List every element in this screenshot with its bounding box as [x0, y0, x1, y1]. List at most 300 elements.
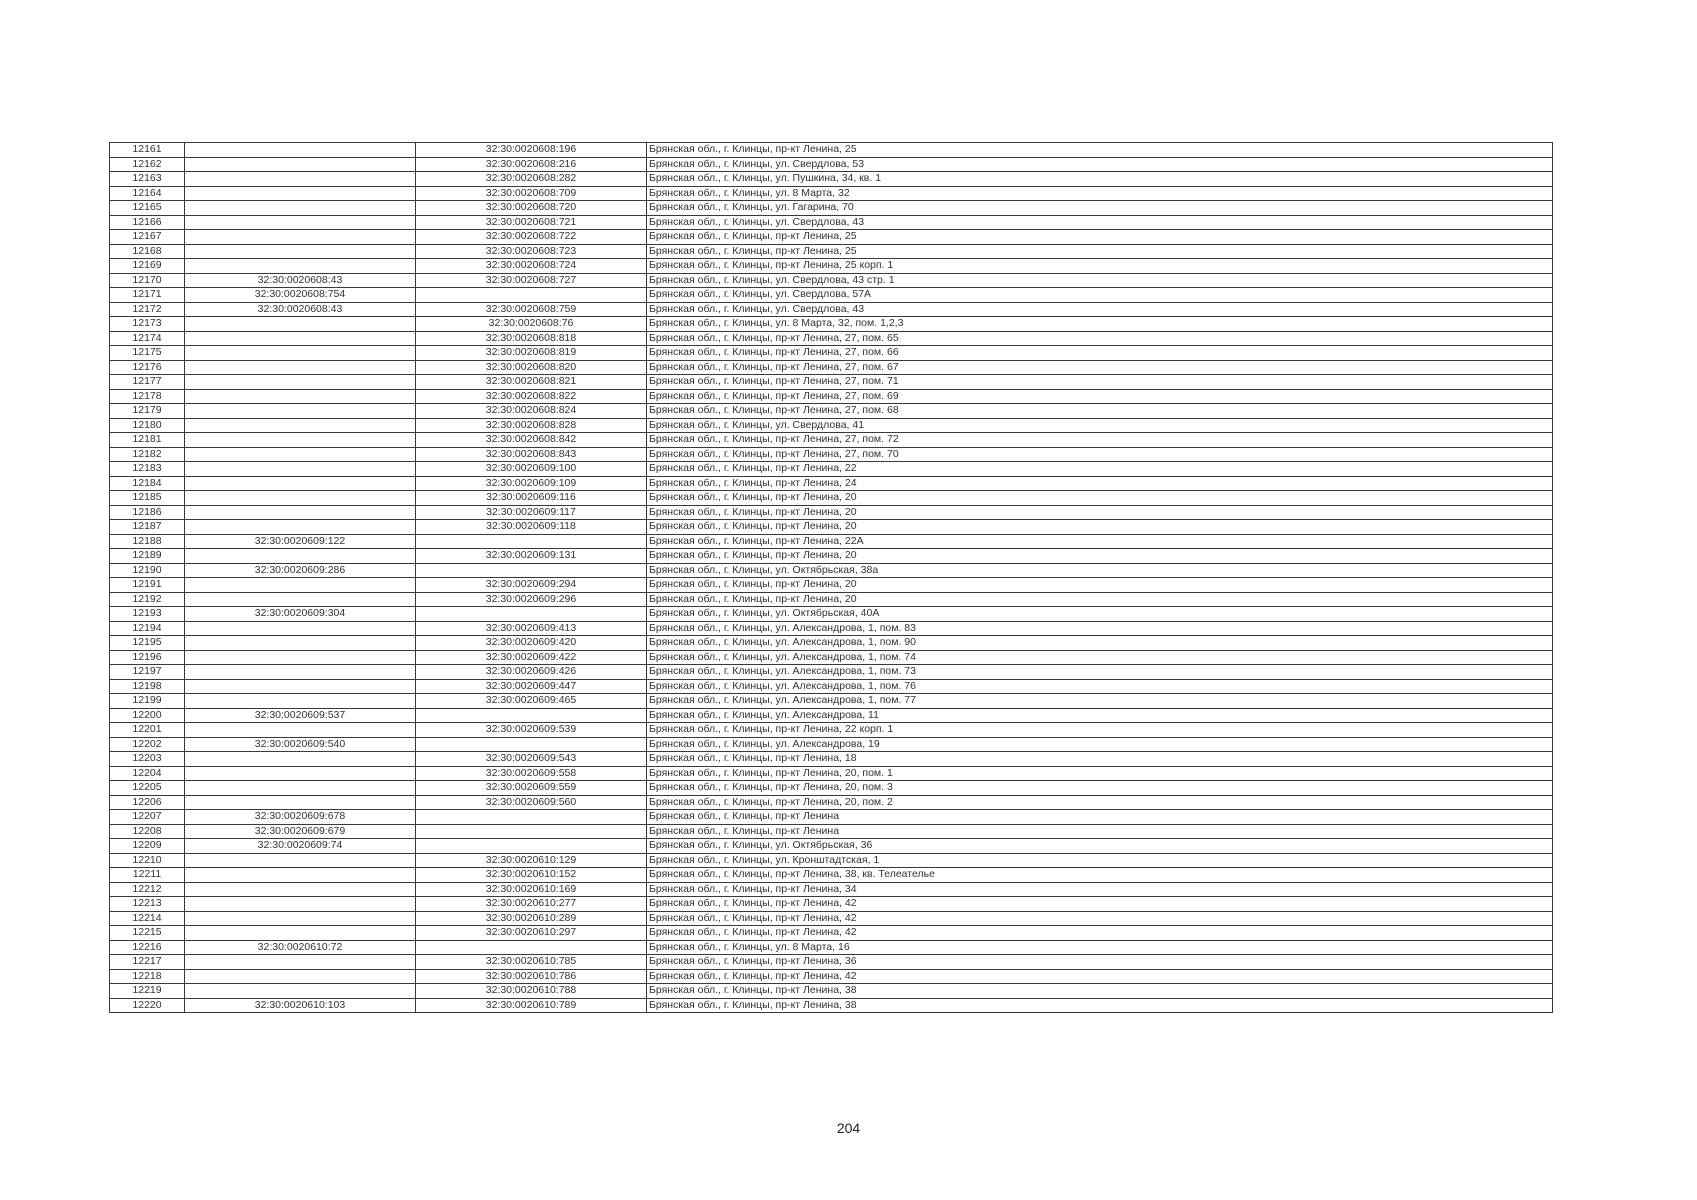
address-cell: Брянская обл., г. Клинцы, пр-кт Ленина, 20	[647, 592, 1553, 607]
address-cell: Брянская обл., г. Клинцы, пр-кт Ленина, 38	[647, 998, 1553, 1013]
cadastral-number-cell: 32:30:0020610:785	[416, 955, 647, 970]
table-row	[110, 331, 1553, 346]
cadastral-number-cell: 32:30:0020608:216	[416, 157, 647, 172]
row-number-cell: 12200	[110, 708, 185, 723]
row-number-cell: 12203	[110, 752, 185, 767]
table-row	[110, 505, 1553, 520]
cadastral-parent-cell	[185, 143, 416, 158]
address-cell: Брянская обл., г. Клинцы, ул. Александрова, 1, пом. 76	[647, 679, 1553, 694]
cadastral-parent-cell: 32:30:0020609:678	[185, 810, 416, 825]
row-number-cell: 12202	[110, 737, 185, 752]
cadastral-number-cell: 32:30:0020610:297	[416, 926, 647, 941]
cadastral-number-cell: 32:30:0020608:723	[416, 244, 647, 259]
cadastral-parent-cell	[185, 650, 416, 665]
address-cell: Брянская обл., г. Клинцы, пр-кт Ленина, 20	[647, 505, 1553, 520]
cadastral-parent-cell: 32:30:0020610:72	[185, 940, 416, 955]
address-cell: Брянская обл., г. Клинцы, пр-кт Ленина, 27, пом. 65	[647, 331, 1553, 346]
address-cell: Брянская обл., г. Клинцы, пр-кт Ленина, 25 корп. 1	[647, 259, 1553, 274]
address-cell: Брянская обл., г. Клинцы, пр-кт Ленина, 42	[647, 897, 1553, 912]
table-row	[110, 172, 1553, 187]
row-number-cell: 12182	[110, 447, 185, 462]
table-row	[110, 737, 1553, 752]
cadastral-number-cell: 32:30:0020608:842	[416, 433, 647, 448]
row-number-cell: 12205	[110, 781, 185, 796]
address-cell: Брянская обл., г. Клинцы, пр-кт Ленина, 20	[647, 491, 1553, 506]
address-cell: Брянская обл., г. Клинцы, пр-кт Ленина, 25	[647, 143, 1553, 158]
cadastral-parent-cell	[185, 244, 416, 259]
cadastral-number-cell	[416, 708, 647, 723]
table-row	[110, 998, 1553, 1013]
address-cell: Брянская обл., г. Клинцы, пр-кт Ленина, 22 корп. 1	[647, 723, 1553, 738]
cadastral-number-cell: 32:30:0020610:152	[416, 868, 647, 883]
row-number-cell: 12185	[110, 491, 185, 506]
cadastral-number-cell: 32:30:0020610:789	[416, 998, 647, 1013]
cadastral-number-cell: 32:30:0020609:543	[416, 752, 647, 767]
cadastral-parent-cell	[185, 868, 416, 883]
address-cell: Брянская обл., г. Клинцы, ул. Свердлова, 43	[647, 302, 1553, 317]
table-row	[110, 230, 1553, 245]
address-cell: Брянская обл., г. Клинцы, пр-кт Ленина, 42	[647, 911, 1553, 926]
registry-table-body	[110, 143, 1553, 1013]
cadastral-parent-cell	[185, 317, 416, 332]
table-row	[110, 317, 1553, 332]
address-cell: Брянская обл., г. Клинцы, пр-кт Ленина, 42	[647, 926, 1553, 941]
cadastral-number-cell: 32:30:0020608:822	[416, 389, 647, 404]
row-number-cell: 12204	[110, 766, 185, 781]
cadastral-parent-cell	[185, 853, 416, 868]
cadastral-parent-cell	[185, 955, 416, 970]
cadastral-number-cell: 32:30:0020609:294	[416, 578, 647, 593]
cadastral-parent-cell	[185, 201, 416, 216]
cadastral-number-cell: 32:30:0020608:721	[416, 215, 647, 230]
table-row	[110, 549, 1553, 564]
table-row	[110, 839, 1553, 854]
row-number-cell: 12215	[110, 926, 185, 941]
address-cell: Брянская обл., г. Клинцы, пр-кт Ленина, 25	[647, 244, 1553, 259]
row-number-cell: 12207	[110, 810, 185, 825]
table-row	[110, 592, 1553, 607]
row-number-cell: 12166	[110, 215, 185, 230]
table-row	[110, 853, 1553, 868]
cadastral-parent-cell	[185, 781, 416, 796]
cadastral-parent-cell: 32:30:0020609:286	[185, 563, 416, 578]
row-number-cell: 12167	[110, 230, 185, 245]
address-cell: Брянская обл., г. Клинцы, ул. Александрова, 1, пом. 90	[647, 636, 1553, 651]
table-row	[110, 186, 1553, 201]
row-number-cell: 12199	[110, 694, 185, 709]
row-number-cell: 12162	[110, 157, 185, 172]
table-row	[110, 621, 1553, 636]
cadastral-number-cell: 32:30:0020608:727	[416, 273, 647, 288]
table-row	[110, 259, 1553, 274]
row-number-cell: 12213	[110, 897, 185, 912]
cadastral-parent-cell	[185, 157, 416, 172]
cadastral-number-cell: 32:30:0020610:169	[416, 882, 647, 897]
address-cell: Брянская обл., г. Клинцы, пр-кт Ленина, 22А	[647, 534, 1553, 549]
address-cell: Брянская обл., г. Клинцы, ул. 8 Марта, 16	[647, 940, 1553, 955]
row-number-cell: 12194	[110, 621, 185, 636]
cadastral-number-cell: 32:30:0020609:109	[416, 476, 647, 491]
table-row	[110, 607, 1553, 622]
cadastral-number-cell: 32:30:0020609:539	[416, 723, 647, 738]
table-row	[110, 433, 1553, 448]
table-row	[110, 288, 1553, 303]
cadastral-parent-cell	[185, 230, 416, 245]
table-row	[110, 491, 1553, 506]
address-cell: Брянская обл., г. Клинцы, пр-кт Ленина, 20, пом. 3	[647, 781, 1553, 796]
address-cell: Брянская обл., г. Клинцы, ул. Кронштадтская, 1	[647, 853, 1553, 868]
address-cell: Брянская обл., г. Клинцы, ул. Александрова, 1, пом. 83	[647, 621, 1553, 636]
cadastral-number-cell	[416, 824, 647, 839]
cadastral-parent-cell	[185, 215, 416, 230]
table-row	[110, 418, 1553, 433]
cadastral-parent-cell	[185, 172, 416, 187]
row-number-cell: 12211	[110, 868, 185, 883]
table-row	[110, 795, 1553, 810]
row-number-cell: 12193	[110, 607, 185, 622]
cadastral-number-cell	[416, 940, 647, 955]
address-cell: Брянская обл., г. Клинцы, пр-кт Ленина	[647, 810, 1553, 825]
cadastral-number-cell: 32:30:0020610:786	[416, 969, 647, 984]
cadastral-parent-cell	[185, 984, 416, 999]
cadastral-number-cell	[416, 534, 647, 549]
cadastral-number-cell: 32:30:0020609:558	[416, 766, 647, 781]
cadastral-number-cell: 32:30:0020609:420	[416, 636, 647, 651]
cadastral-parent-cell	[185, 665, 416, 680]
row-number-cell: 12191	[110, 578, 185, 593]
row-number-cell: 12174	[110, 331, 185, 346]
row-number-cell: 12171	[110, 288, 185, 303]
cadastral-parent-cell: 32:30:0020608:754	[185, 288, 416, 303]
cadastral-parent-cell	[185, 186, 416, 201]
cadastral-number-cell	[416, 563, 647, 578]
address-cell: Брянская обл., г. Клинцы, пр-кт Ленина	[647, 824, 1553, 839]
table-row	[110, 476, 1553, 491]
table-row	[110, 215, 1553, 230]
row-number-cell: 12198	[110, 679, 185, 694]
address-cell: Брянская обл., г. Клинцы, ул. Александрова, 1, пом. 74	[647, 650, 1553, 665]
cadastral-number-cell: 32:30:0020608:818	[416, 331, 647, 346]
table-row	[110, 665, 1553, 680]
address-cell: Брянская обл., г. Клинцы, ул. Свердлова, 43 стр. 1	[647, 273, 1553, 288]
address-cell: Брянская обл., г. Клинцы, ул. Александрова, 11	[647, 708, 1553, 723]
cadastral-parent-cell	[185, 259, 416, 274]
row-number-cell: 12195	[110, 636, 185, 651]
cadastral-number-cell: 32:30:0020609:426	[416, 665, 647, 680]
row-number-cell: 12165	[110, 201, 185, 216]
cadastral-number-cell: 32:30:0020608:722	[416, 230, 647, 245]
cadastral-parent-cell	[185, 766, 416, 781]
table-row	[110, 752, 1553, 767]
address-cell: Брянская обл., г. Клинцы, ул. Свердлова, 57А	[647, 288, 1553, 303]
address-cell: Брянская обл., г. Клинцы, пр-кт Ленина, 24	[647, 476, 1553, 491]
cadastral-parent-cell	[185, 375, 416, 390]
address-cell: Брянская обл., г. Клинцы, пр-кт Ленина, 18	[647, 752, 1553, 767]
cadastral-parent-cell	[185, 882, 416, 897]
table-row	[110, 534, 1553, 549]
table-row	[110, 810, 1553, 825]
cadastral-number-cell	[416, 288, 647, 303]
cadastral-parent-cell	[185, 549, 416, 564]
row-number-cell: 12176	[110, 360, 185, 375]
table-row	[110, 868, 1553, 883]
row-number-cell: 12196	[110, 650, 185, 665]
table-row	[110, 766, 1553, 781]
row-number-cell: 12219	[110, 984, 185, 999]
table-row	[110, 708, 1553, 723]
cadastral-number-cell: 32:30:0020608:819	[416, 346, 647, 361]
address-cell: Брянская обл., г. Клинцы, пр-кт Ленина, 27, пом. 68	[647, 404, 1553, 419]
cadastral-number-cell	[416, 810, 647, 825]
address-cell: Брянская обл., г. Клинцы, ул. Гагарина, 70	[647, 201, 1553, 216]
cadastral-number-cell	[416, 737, 647, 752]
address-cell: Брянская обл., г. Клинцы, пр-кт Ленина, 20	[647, 578, 1553, 593]
row-number-cell: 12177	[110, 375, 185, 390]
table-row	[110, 157, 1553, 172]
cadastral-parent-cell	[185, 462, 416, 477]
table-row	[110, 520, 1553, 535]
address-cell: Брянская обл., г. Клинцы, пр-кт Ленина, 27, пом. 71	[647, 375, 1553, 390]
cadastral-number-cell: 32:30:0020609:296	[416, 592, 647, 607]
cadastral-parent-cell: 32:30:0020610:103	[185, 998, 416, 1013]
address-cell: Брянская обл., г. Клинцы, ул. Октябрьская, 38а	[647, 563, 1553, 578]
cadastral-parent-cell	[185, 505, 416, 520]
cadastral-number-cell: 32:30:0020608:709	[416, 186, 647, 201]
cadastral-number-cell: 32:30:0020608:282	[416, 172, 647, 187]
table-row	[110, 897, 1553, 912]
cadastral-parent-cell	[185, 389, 416, 404]
table-row	[110, 911, 1553, 926]
row-number-cell: 12214	[110, 911, 185, 926]
table-row	[110, 723, 1553, 738]
row-number-cell: 12189	[110, 549, 185, 564]
table-row	[110, 984, 1553, 999]
row-number-cell: 12210	[110, 853, 185, 868]
row-number-cell: 12188	[110, 534, 185, 549]
cadastral-number-cell: 32:30:0020609:559	[416, 781, 647, 796]
table-row	[110, 462, 1553, 477]
cadastral-parent-cell	[185, 578, 416, 593]
table-row	[110, 273, 1553, 288]
table-row	[110, 360, 1553, 375]
address-cell: Брянская обл., г. Клинцы, ул. Октябрьская, 40А	[647, 607, 1553, 622]
table-row	[110, 563, 1553, 578]
row-number-cell: 12209	[110, 839, 185, 854]
address-cell: Брянская обл., г. Клинцы, ул. Александрова, 1, пом. 73	[647, 665, 1553, 680]
row-number-cell: 12206	[110, 795, 185, 810]
cadastral-number-cell: 32:30:0020609:422	[416, 650, 647, 665]
cadastral-number-cell: 32:30:0020608:720	[416, 201, 647, 216]
cadastral-number-cell: 32:30:0020609:100	[416, 462, 647, 477]
cadastral-parent-cell	[185, 331, 416, 346]
table-row	[110, 969, 1553, 984]
cadastral-parent-cell	[185, 795, 416, 810]
cadastral-parent-cell	[185, 592, 416, 607]
cadastral-number-cell: 32:30:0020608:821	[416, 375, 647, 390]
cadastral-parent-cell: 32:30:0020608:43	[185, 273, 416, 288]
address-cell: Брянская обл., г. Клинцы, пр-кт Ленина, 36	[647, 955, 1553, 970]
address-cell: Брянская обл., г. Клинцы, пр-кт Ленина, 25	[647, 230, 1553, 245]
table-row	[110, 244, 1553, 259]
row-number-cell: 12216	[110, 940, 185, 955]
row-number-cell: 12161	[110, 143, 185, 158]
address-cell: Брянская обл., г. Клинцы, ул. Свердлова, 43	[647, 215, 1553, 230]
cadastral-parent-cell	[185, 433, 416, 448]
cadastral-number-cell	[416, 607, 647, 622]
cadastral-number-cell: 32:30:0020609:116	[416, 491, 647, 506]
address-cell: Брянская обл., г. Клинцы, ул. Свердлова, 53	[647, 157, 1553, 172]
cadastral-parent-cell	[185, 418, 416, 433]
table-row	[110, 940, 1553, 955]
table-row	[110, 694, 1553, 709]
address-cell: Брянская обл., г. Клинцы, ул. Александрова, 19	[647, 737, 1553, 752]
row-number-cell: 12220	[110, 998, 185, 1013]
row-number-cell: 12163	[110, 172, 185, 187]
cadastral-parent-cell: 32:30:0020608:43	[185, 302, 416, 317]
cadastral-parent-cell	[185, 723, 416, 738]
address-cell: Брянская обл., г. Клинцы, пр-кт Ленина, 20, пом. 2	[647, 795, 1553, 810]
row-number-cell: 12180	[110, 418, 185, 433]
address-cell: Брянская обл., г. Клинцы, пр-кт Ленина, 27, пом. 72	[647, 433, 1553, 448]
address-cell: Брянская обл., г. Клинцы, пр-кт Ленина, 27, пом. 70	[647, 447, 1553, 462]
table-row	[110, 926, 1553, 941]
cadastral-parent-cell: 32:30:0020609:679	[185, 824, 416, 839]
cadastral-parent-cell	[185, 897, 416, 912]
table-row	[110, 143, 1553, 158]
cadastral-parent-cell	[185, 491, 416, 506]
registry-table	[109, 142, 1553, 1013]
row-number-cell: 12192	[110, 592, 185, 607]
table-row	[110, 824, 1553, 839]
address-cell: Брянская обл., г. Клинцы, ул. 8 Марта, 32	[647, 186, 1553, 201]
address-cell: Брянская обл., г. Клинцы, ул. 8 Марта, 32, пом. 1,2,3	[647, 317, 1553, 332]
table-row	[110, 650, 1553, 665]
row-number-cell: 12183	[110, 462, 185, 477]
row-number-cell: 12186	[110, 505, 185, 520]
table-row	[110, 201, 1553, 216]
address-cell: Брянская обл., г. Клинцы, пр-кт Ленина, 20	[647, 520, 1553, 535]
row-number-cell: 12169	[110, 259, 185, 274]
cadastral-parent-cell: 32:30:0020609:122	[185, 534, 416, 549]
address-cell: Брянская обл., г. Клинцы, пр-кт Ленина, 38, кв. Телеателье	[647, 868, 1553, 883]
row-number-cell: 12197	[110, 665, 185, 680]
address-cell: Брянская обл., г. Клинцы, пр-кт Ленина, 20	[647, 549, 1553, 564]
cadastral-number-cell: 32:30:0020609:118	[416, 520, 647, 535]
cadastral-number-cell: 32:30:0020610:788	[416, 984, 647, 999]
cadastral-parent-cell: 32:30:0020609:74	[185, 839, 416, 854]
table-row	[110, 302, 1553, 317]
cadastral-parent-cell	[185, 636, 416, 651]
table-row	[110, 346, 1553, 361]
row-number-cell: 12181	[110, 433, 185, 448]
row-number-cell: 12190	[110, 563, 185, 578]
cadastral-parent-cell	[185, 911, 416, 926]
cadastral-number-cell: 32:30:0020608:828	[416, 418, 647, 433]
cadastral-parent-cell	[185, 679, 416, 694]
cadastral-number-cell: 32:30:0020610:129	[416, 853, 647, 868]
cadastral-parent-cell: 32:30:0020609:537	[185, 708, 416, 723]
row-number-cell: 12218	[110, 969, 185, 984]
row-number-cell: 12212	[110, 882, 185, 897]
cadastral-parent-cell	[185, 621, 416, 636]
row-number-cell: 12175	[110, 346, 185, 361]
page-number: 204	[836, 1120, 861, 1136]
address-cell: Брянская обл., г. Клинцы, пр-кт Ленина, 27, пом. 66	[647, 346, 1553, 361]
cadastral-parent-cell	[185, 360, 416, 375]
cadastral-number-cell: 32:30:0020609:465	[416, 694, 647, 709]
cadastral-parent-cell	[185, 346, 416, 361]
table-row	[110, 389, 1553, 404]
cadastral-number-cell: 32:30:0020608:759	[416, 302, 647, 317]
cadastral-number-cell: 32:30:0020610:289	[416, 911, 647, 926]
address-cell: Брянская обл., г. Клинцы, пр-кт Ленина, 27, пом. 69	[647, 389, 1553, 404]
cadastral-parent-cell	[185, 447, 416, 462]
row-number-cell: 12187	[110, 520, 185, 535]
cadastral-parent-cell	[185, 404, 416, 419]
row-number-cell: 12179	[110, 404, 185, 419]
cadastral-number-cell: 32:30:0020609:117	[416, 505, 647, 520]
address-cell: Брянская обл., г. Клинцы, пр-кт Ленина, 22	[647, 462, 1553, 477]
table-row	[110, 679, 1553, 694]
table-row	[110, 447, 1553, 462]
cadastral-parent-cell	[185, 476, 416, 491]
cadastral-parent-cell	[185, 752, 416, 767]
row-number-cell: 12178	[110, 389, 185, 404]
cadastral-parent-cell	[185, 694, 416, 709]
cadastral-number-cell: 32:30:0020608:196	[416, 143, 647, 158]
address-cell: Брянская обл., г. Клинцы, ул. Свердлова, 41	[647, 418, 1553, 433]
address-cell: Брянская обл., г. Клинцы, пр-кт Ленина, 27, пом. 67	[647, 360, 1553, 375]
table-row	[110, 955, 1553, 970]
address-cell: Брянская обл., г. Клинцы, ул. Пушкина, 34, кв. 1	[647, 172, 1553, 187]
cadastral-number-cell: 32:30:0020608:724	[416, 259, 647, 274]
address-cell: Брянская обл., г. Клинцы, пр-кт Ленина, 20, пом. 1	[647, 766, 1553, 781]
address-cell: Брянская обл., г. Клинцы, пр-кт Ленина, 34	[647, 882, 1553, 897]
cadastral-parent-cell: 32:30:0020609:304	[185, 607, 416, 622]
address-cell: Брянская обл., г. Клинцы, ул. Октябрьская, 36	[647, 839, 1553, 854]
table-row	[110, 375, 1553, 390]
cadastral-number-cell: 32:30:0020609:447	[416, 679, 647, 694]
address-cell: Брянская обл., г. Клинцы, пр-кт Ленина, 38	[647, 984, 1553, 999]
address-cell: Брянская обл., г. Клинцы, ул. Александрова, 1, пом. 77	[647, 694, 1553, 709]
address-cell: Брянская обл., г. Клинцы, пр-кт Ленина, 42	[647, 969, 1553, 984]
table-row	[110, 882, 1553, 897]
table-row	[110, 578, 1553, 593]
table-row	[110, 781, 1553, 796]
table-row	[110, 404, 1553, 419]
row-number-cell: 12164	[110, 186, 185, 201]
cadastral-number-cell: 32:30:0020609:413	[416, 621, 647, 636]
cadastral-number-cell: 32:30:0020609:131	[416, 549, 647, 564]
row-number-cell: 12172	[110, 302, 185, 317]
cadastral-number-cell: 32:30:0020609:560	[416, 795, 647, 810]
row-number-cell: 12168	[110, 244, 185, 259]
cadastral-number-cell: 32:30:0020608:843	[416, 447, 647, 462]
cadastral-parent-cell	[185, 969, 416, 984]
table-row	[110, 636, 1553, 651]
cadastral-number-cell: 32:30:0020610:277	[416, 897, 647, 912]
cadastral-parent-cell	[185, 520, 416, 535]
cadastral-number-cell	[416, 839, 647, 854]
row-number-cell: 12217	[110, 955, 185, 970]
row-number-cell: 12173	[110, 317, 185, 332]
cadastral-number-cell: 32:30:0020608:824	[416, 404, 647, 419]
row-number-cell: 12208	[110, 824, 185, 839]
row-number-cell: 12201	[110, 723, 185, 738]
row-number-cell: 12170	[110, 273, 185, 288]
cadastral-parent-cell: 32:30:0020609:540	[185, 737, 416, 752]
cadastral-number-cell: 32:30:0020608:76	[416, 317, 647, 332]
